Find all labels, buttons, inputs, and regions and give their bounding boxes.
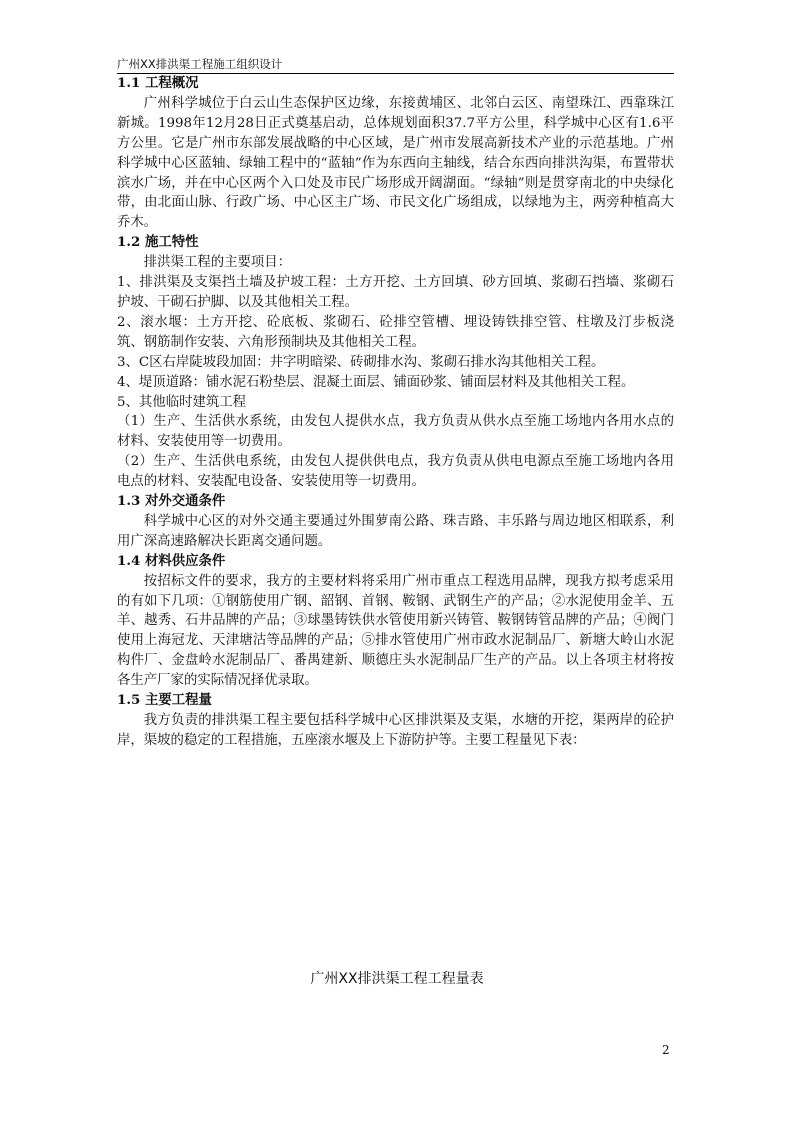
section-heading: 1.4 材料供应条件: [117, 552, 226, 569]
paragraph: 按招标文件的要求，我方的主要材料将采用广州市重点工程选用品牌，现我方拟考虑采用的有如下几项：①钢筋使用广钢、韶钢、首钢、鞍钢、武钢生产的产品；②水泥使用金羊、五羊、越秀、石井品牌的产品；③球墨铸铁供水管使用新兴铸管、鞍钢铸管品牌的产品；④阀门使用上海冠龙、天津塘沽等品牌的产品；⑤排水管使用广州市政水泥制品厂、新塘大岭山水泥构件厂、金盘岭水泥制品厂、番禺建新、顺德庄头水泥制品厂生产的产品。以上各项主材将按各生产厂家的实际情况择优录取。: [117, 573, 674, 689]
list-item: 4、堤顶道路：铺水泥石粉垫层、混凝土面层、铺面砂浆、铺面层材料及其他相关工程。: [117, 374, 635, 390]
section-heading: 1.5 主要工程量: [117, 692, 212, 709]
paragraph: 排洪渠工程的主要项目：: [143, 255, 292, 271]
section-heading: 1.2 施工特性: [117, 234, 199, 251]
list-item: （2）生产、生活供电系统，由发包人提供供电点，我方负责从供电电源点至施工场地内各用电点的材料、安装配电设备、安装使用等一切费用。: [117, 454, 674, 490]
list-item: 2、滚水堰：土方开挖、砼底板、浆砌石、砼排空管槽、埋设铸铁排空管、柱墩及汀步板浇筑、钢筋制作安装、六角形预制块及其他相关工程。: [117, 314, 674, 350]
page-number: 2: [662, 1043, 670, 1057]
list-item: 5、其他临时建筑工程: [117, 394, 247, 410]
list-item: 1、排洪渠及支渠挡土墙及护坡工程：土方开挖、土方回填、砂方回填、浆砌石挡墙、浆砌石护坡、干砌石护脚、以及其他相关工程。: [117, 275, 674, 310]
section-heading: 1.3 对外交通条件: [117, 493, 226, 510]
paragraph: 我方负责的排洪渠工程主要包括科学城中心区排洪渠及支渠，水塘的开挖，渠两岸的砼护岸，渠坡的稳定的工程措施，五座滚水堰及上下游防护等。主要工程量见下表：: [117, 713, 674, 748]
paragraph: 广州科学城位于白云山生态保护区边缘，东接黄埔区、北邻白云区、南望珠江、西靠珠江新城。1998年12月28日正式奠基启动，总体规划面积37.7平方公里，科学城中心区有1.6平方公里。它是广州市东部发展战略的中心区域，是广州市发展高新技术产业的示范基地。广州科学城中心区蓝轴、绿轴工程中的“蓝轴”作为东西向主轴线，结合东西向排洪沟渠，布置带状滨水广场，并在中心区两个入口处及市民广场形成开阔湖面。“绿轴”则是贯穿南北的中央绿化带，由北面山脉、行政广场、中心区主广场、市民文化广场组成，以绿地为主，两旁种植高大乔木。: [117, 95, 674, 231]
list-item: 3、C区右岸陡坡段加固：井字明暗梁、砖砌排水沟、浆砌石排水沟其他相关工程。: [117, 354, 605, 370]
document-body: [117, 74, 674, 751]
table-title: 广州XX排洪渠工程工程量表: [310, 971, 484, 987]
page-header: 广州XX排洪渠工程施工组织设计: [117, 57, 674, 74]
section-heading: 1.1 工程概况: [117, 75, 199, 91]
paragraph: 科学城中心区的对外交通主要通过外围萝南公路、珠吉路、丰乐路与周边地区相联系，利用广深高速路解决长距离交通问题。: [117, 513, 674, 549]
list-item: （1）生产、生活供水系统，由发包人提供水点，我方负责从供水点至施工场地内各用水点的材料、安装使用等一切费用。: [117, 414, 674, 450]
